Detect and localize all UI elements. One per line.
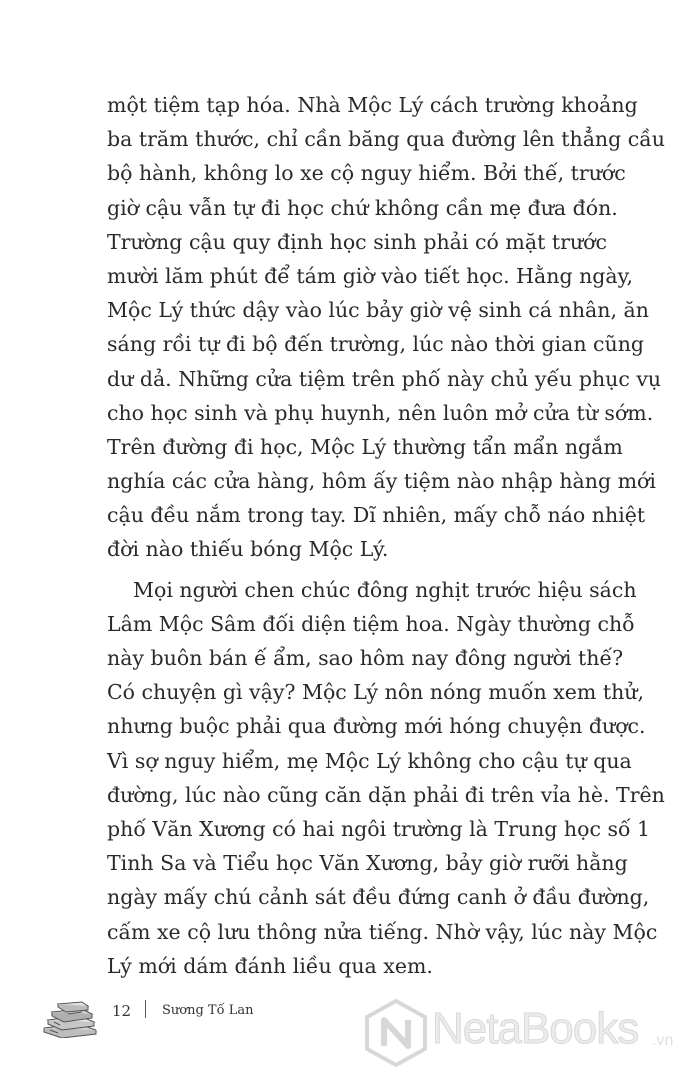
text-line: phố Văn Xương có hai ngôi trường là Trung học số 1 xyxy=(107,816,651,841)
text-line: Lâm Mộc Sâm đối diện tiệm hoa. Ngày thường chỗ xyxy=(107,611,635,636)
text-line: sáng rồi tự đi bộ đến trường, lúc nào thời gian cũng xyxy=(107,332,645,357)
text-line: Trên đường đi học, Mộc Lý thường tẩn mẩn ngắm xyxy=(107,434,623,459)
footer-divider xyxy=(145,1000,146,1018)
page-number: 12 xyxy=(112,1002,132,1020)
text-line: Lý mới dám đánh liều qua xem. xyxy=(107,953,433,978)
netabooks-logo-icon xyxy=(362,998,430,1068)
author-name: Sương Tố Lan xyxy=(162,1003,254,1018)
text-line: một tiệm tạp hóa. Nhà Mộc Lý cách trường khoảng xyxy=(107,93,638,117)
text-line: này buôn bán ế ẩm, sao hôm nay đông người thế? xyxy=(107,646,624,670)
text-line: ba trăm thước, chỉ cần băng qua đường lên thẳng cầu xyxy=(107,127,666,152)
text-line: nhưng buộc phải qua đường mới hóng chuyện được. xyxy=(107,714,646,739)
body-text xyxy=(107,88,666,983)
text-line: cậu đều nắm trong tay. Dĩ nhiên, mấy chỗ náo nhiệt xyxy=(107,503,646,528)
text-line: đời nào thiếu bóng Mộc Lý. xyxy=(107,537,389,562)
text-line: dư dả. Những cửa tiệm trên phố này chủ yếu phục vụ xyxy=(107,366,662,391)
text-line: mười lăm phút để tám giờ vào tiết học. Hằng ngày, xyxy=(107,263,634,288)
text-line: Trường cậu quy định học sinh phải có mặt trước xyxy=(107,229,607,254)
text-line: giờ cậu vẫn tự đi học chứ không cần mẹ đưa đón. xyxy=(107,195,618,220)
text-line: cấm xe cộ lưu thông nửa tiếng. Nhờ vậy, lúc này Mộc xyxy=(107,919,658,944)
watermark xyxy=(362,998,692,1068)
text-line: ngày mấy chú cảnh sát đều đứng canh ở đầu đường, xyxy=(107,885,650,910)
watermark-suffix: .vn xyxy=(652,1032,674,1049)
text-line: Mộc Lý thức dậy vào lúc bảy giờ vệ sinh cá nhân, ăn xyxy=(107,298,649,323)
text-line: Có chuyện gì vậy? Mộc Lý nôn nóng muốn xem thử, xyxy=(107,680,644,705)
paragraph-first-line: Mọi người chen chúc đông nghịt trước hiệu sách xyxy=(133,577,637,602)
text-line: Vì sợ nguy hiểm, mẹ Mộc Lý không cho cậu tự qua xyxy=(107,748,632,773)
text-line: cho học sinh và phụ huynh, nên luôn mở cửa từ sớm. xyxy=(107,400,654,425)
text-line: bộ hành, không lo xe cộ nguy hiểm. Bởi thế, trước xyxy=(107,161,626,186)
text-line: nghía các cửa hàng, hôm ấy tiệm nào nhập hàng mới xyxy=(107,469,656,494)
watermark-brand: NetaBooks xyxy=(432,1004,639,1053)
text-line: Tinh Sa và Tiểu học Văn Xương, bảy giờ rưỡi hằng xyxy=(107,851,628,876)
text-line: đường, lúc nào cũng căn dặn phải đi trên vỉa hè. Trên xyxy=(107,782,665,807)
stacked-books-icon xyxy=(38,990,104,1038)
